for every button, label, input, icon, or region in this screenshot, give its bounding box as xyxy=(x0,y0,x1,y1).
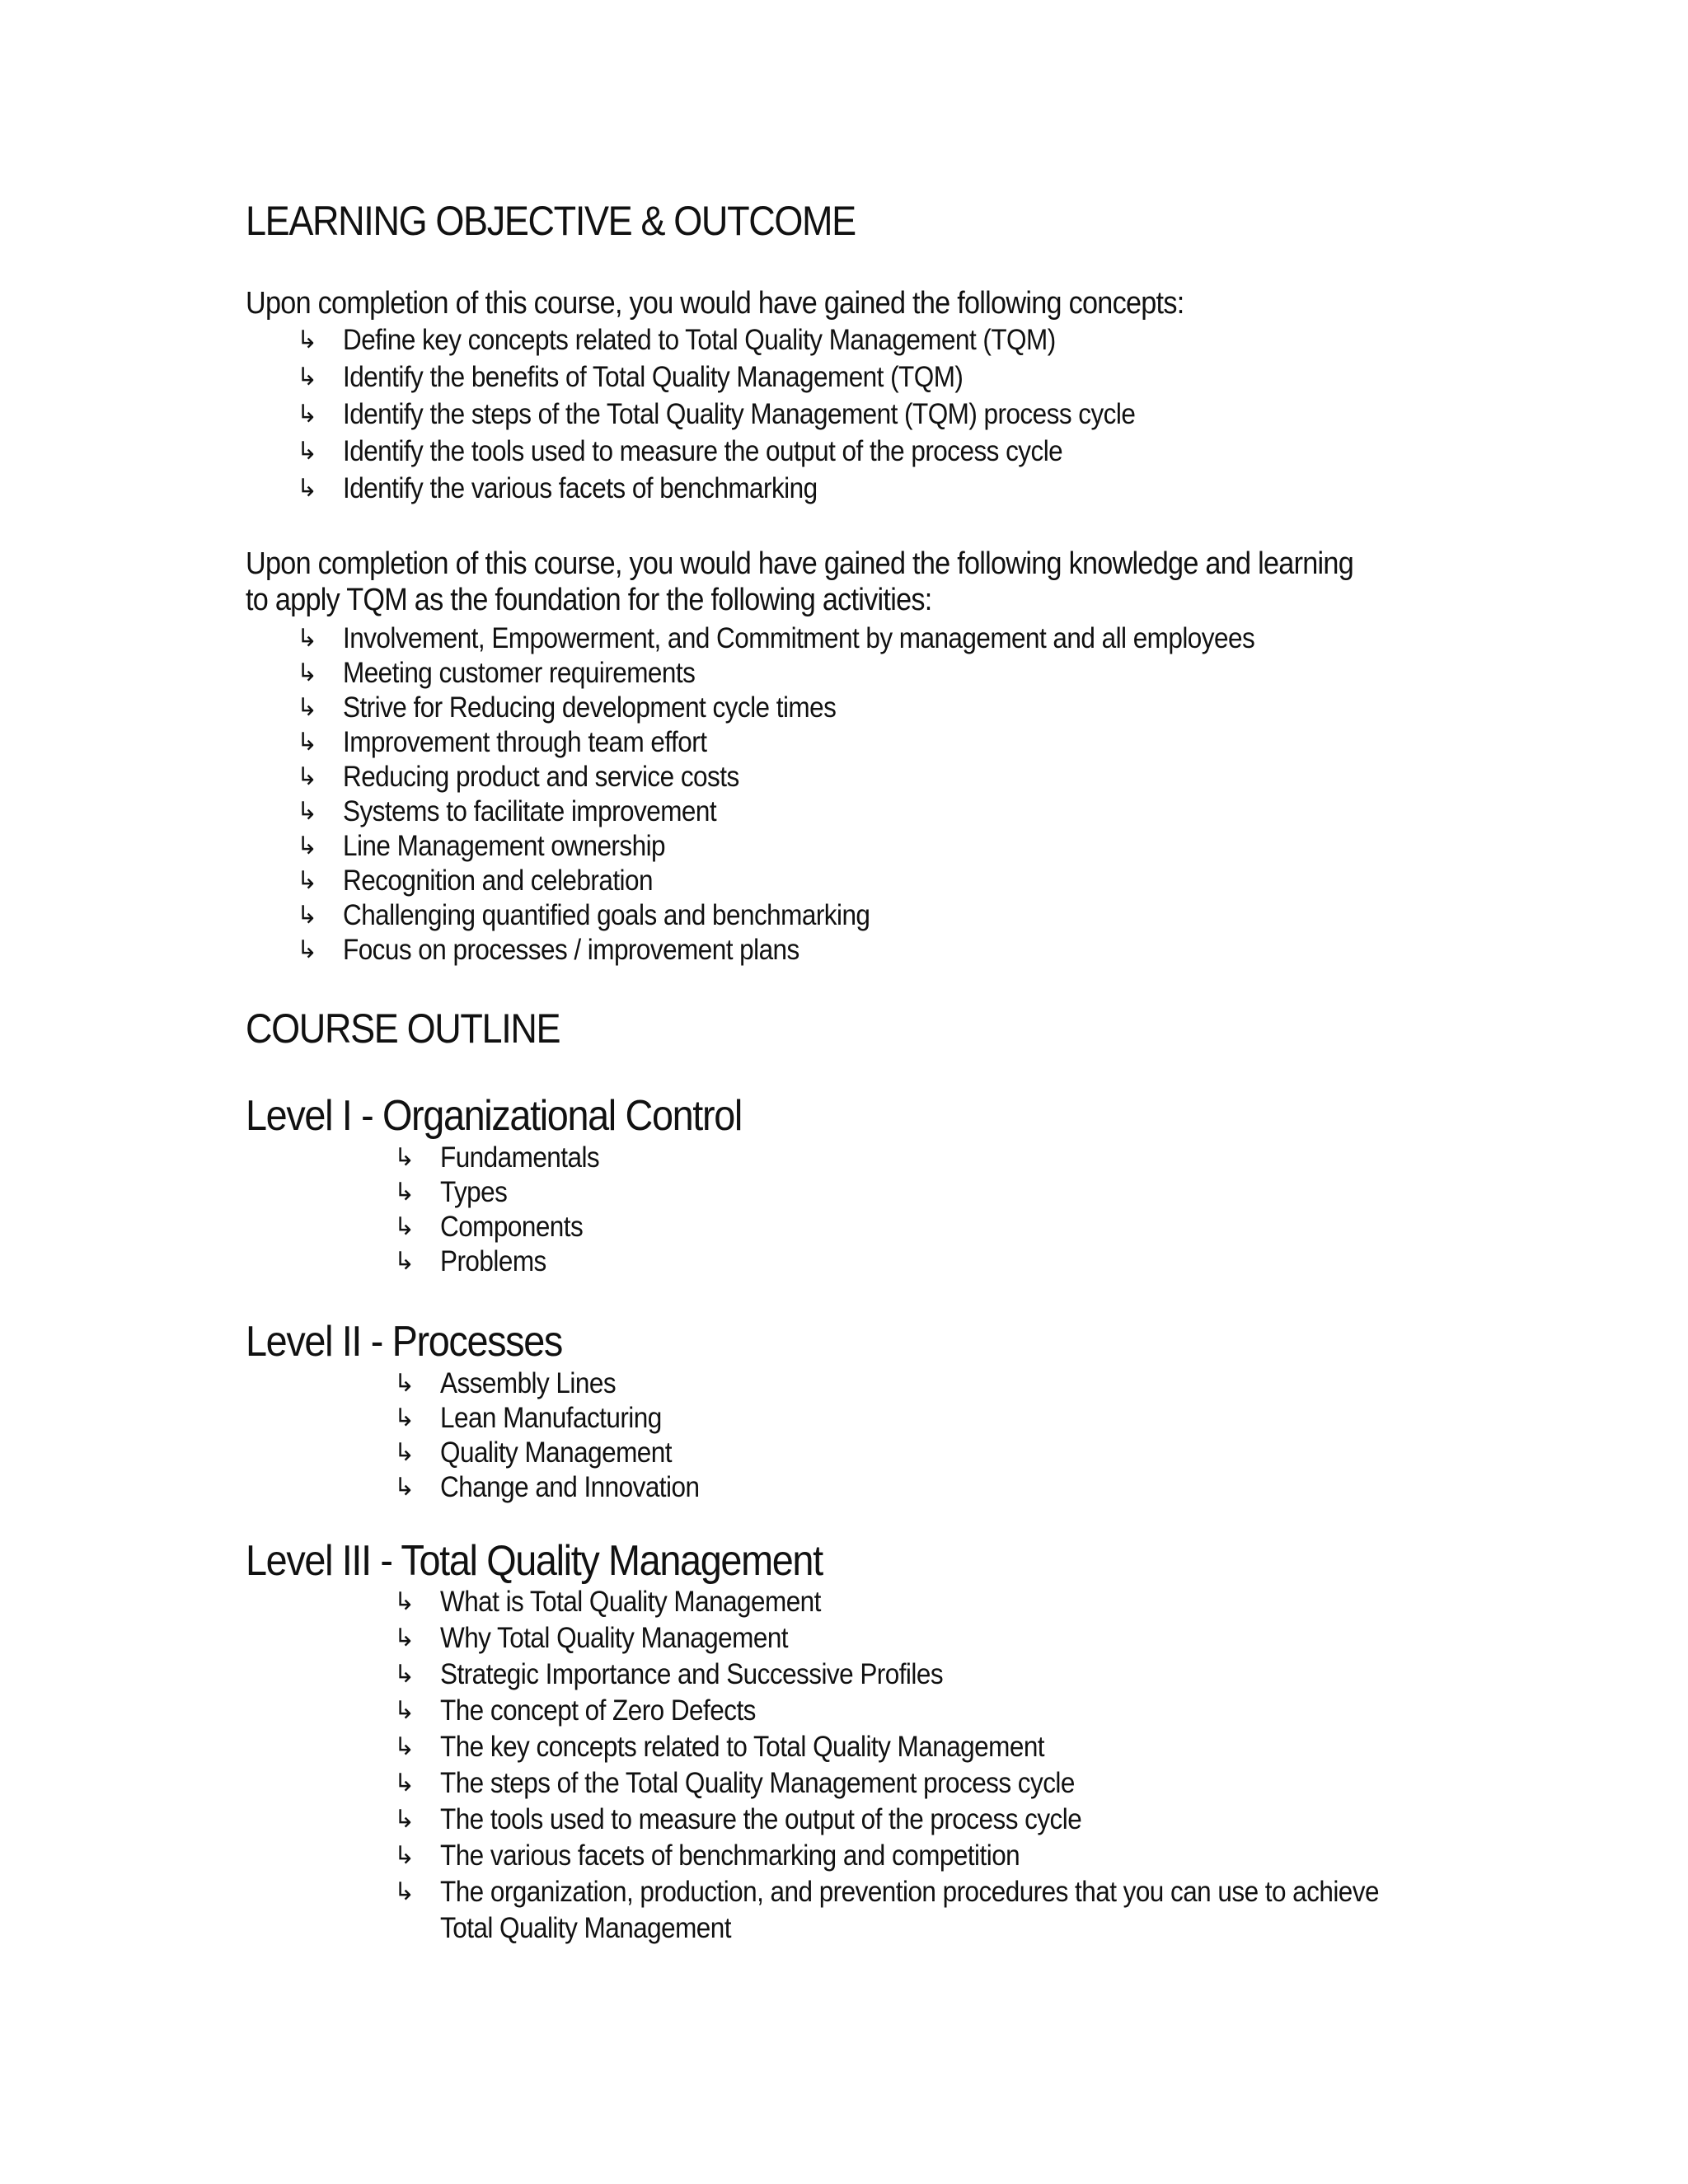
list-item: ↳ Involvement, Empowerment, and Commitment by management and all employees xyxy=(297,622,1255,654)
list-item: ↳ Components xyxy=(394,1211,584,1243)
list-item: ↳ Quality Management xyxy=(394,1436,672,1469)
arrow-return-right-icon: ↳ xyxy=(394,1805,415,1834)
list-item: ↳ The steps of the Total Quality Management process cycle xyxy=(394,1765,1470,1802)
level-1-heading: Level I - Organizational Control xyxy=(246,1092,742,1140)
arrow-return-right-icon: ↳ xyxy=(297,624,317,653)
list-item: ↳ The concept of Zero Defects xyxy=(394,1693,1470,1729)
arrow-return-right-icon: ↳ xyxy=(394,1438,415,1467)
arrow-return-right-icon: ↳ xyxy=(394,1473,415,1502)
list-item: ↳ Change and Innovation xyxy=(394,1471,700,1503)
list-item: ↳ Identify the tools used to measure the output of the process cycle xyxy=(297,433,1223,470)
list-item: ↳ The key concepts related to Total Quality Management xyxy=(394,1729,1470,1765)
arrow-return-right-icon: ↳ xyxy=(297,474,317,503)
course-outline-heading: COURSE OUTLINE xyxy=(246,1005,560,1052)
arrow-return-right-icon: ↳ xyxy=(297,797,317,826)
arrow-return-right-icon: ↳ xyxy=(394,1369,415,1398)
arrow-return-right-icon: ↳ xyxy=(297,658,317,687)
arrow-return-right-icon: ↳ xyxy=(394,1247,415,1276)
list-item: ↳ Problems xyxy=(394,1245,546,1277)
level-2-list xyxy=(394,1366,728,1505)
list-item: ↳ Lean Manufacturing xyxy=(394,1402,662,1434)
arrow-return-right-icon: ↳ xyxy=(394,1769,415,1797)
list-item: ↳ Improvement through team effort xyxy=(297,726,707,758)
list-item: ↳ Identify the benefits of Total Quality Management (TQM) xyxy=(297,359,1223,396)
list-item: ↳ Meeting customer requirements xyxy=(297,657,696,689)
list-item: ↳ The various facets of benchmarking and competition xyxy=(394,1838,1470,1874)
list-item: ↳ Why Total Quality Management xyxy=(394,1620,1470,1657)
list-item: ↳ Recognition and celebration xyxy=(297,865,653,897)
arrow-return-right-icon: ↳ xyxy=(297,400,317,429)
arrow-return-right-icon: ↳ xyxy=(297,866,317,895)
arrow-return-right-icon: ↳ xyxy=(394,1841,415,1870)
list-item: ↳ The organization, production, and prevention procedures that you can use to achieve Total Quality Management xyxy=(394,1876,1379,1944)
list-item: ↳ Focus on processes / improvement plans xyxy=(297,934,799,966)
arrow-return-right-icon: ↳ xyxy=(394,1696,415,1725)
arrow-return-right-icon: ↳ xyxy=(297,326,317,354)
level-3-list xyxy=(394,1584,1470,1947)
activities-intro: Upon completion of this course, you would have gained the following knowledge and learning to apply TQM as the foundation for the following activities: xyxy=(246,546,1354,617)
list-item: ↳ Assembly Lines xyxy=(394,1367,617,1399)
arrow-return-right-icon: ↳ xyxy=(394,1404,415,1432)
arrow-return-right-icon: ↳ xyxy=(297,935,317,964)
list-item: ↳ Challenging quantified goals and benchmarking xyxy=(297,899,870,931)
arrow-return-right-icon: ↳ xyxy=(394,1143,415,1172)
arrow-return-right-icon: ↳ xyxy=(394,1877,415,1906)
list-item: ↳ Identify the steps of the Total Quality Management (TQM) process cycle xyxy=(297,396,1223,433)
arrow-return-right-icon: ↳ xyxy=(297,762,317,791)
arrow-return-right-icon: ↳ xyxy=(394,1732,415,1761)
arrow-return-right-icon: ↳ xyxy=(297,728,317,757)
list-item: ↳ Fundamentals xyxy=(394,1141,600,1174)
list-item: ↳ The tools used to measure the output of the process cycle xyxy=(394,1802,1470,1838)
arrow-return-right-icon: ↳ xyxy=(297,693,317,722)
list-item: ↳ What is Total Quality Management xyxy=(394,1584,1470,1620)
level-2-heading: Level II - Processes xyxy=(246,1318,562,1366)
list-item: ↳ Systems to facilitate improvement xyxy=(297,795,717,827)
arrow-return-right-icon: ↳ xyxy=(394,1587,415,1616)
arrow-return-right-icon: ↳ xyxy=(297,437,317,466)
arrow-return-right-icon: ↳ xyxy=(394,1660,415,1689)
arrow-return-right-icon: ↳ xyxy=(297,363,317,391)
arrow-return-right-icon: ↳ xyxy=(297,901,317,930)
list-item: ↳ Strategic Importance and Successive Profiles xyxy=(394,1657,1470,1693)
learning-objective-heading: LEARNING OBJECTIVE & OUTCOME xyxy=(246,198,856,244)
arrow-return-right-icon: ↳ xyxy=(297,832,317,860)
list-item: ↳ Line Management ownership xyxy=(297,830,666,862)
list-item: ↳ Strive for Reducing development cycle times xyxy=(297,691,837,724)
arrow-return-right-icon: ↳ xyxy=(394,1624,415,1652)
level-1-list xyxy=(394,1141,617,1279)
arrow-return-right-icon: ↳ xyxy=(394,1212,415,1241)
activities-list xyxy=(297,621,1356,968)
concepts-list xyxy=(297,321,1223,507)
level-3-heading: Level III - Total Quality Management xyxy=(246,1537,823,1585)
list-item: ↳ Reducing product and service costs xyxy=(297,761,739,793)
arrow-return-right-icon: ↳ xyxy=(394,1178,415,1207)
list-item: ↳ Identify the various facets of benchmarking xyxy=(297,470,1223,507)
concepts-intro: Upon completion of this course, you would have gained the following concepts: xyxy=(246,286,1184,321)
list-item: ↳ Types xyxy=(394,1176,508,1208)
list-item: ↳ Define key concepts related to Total Quality Management (TQM) xyxy=(297,321,1223,359)
